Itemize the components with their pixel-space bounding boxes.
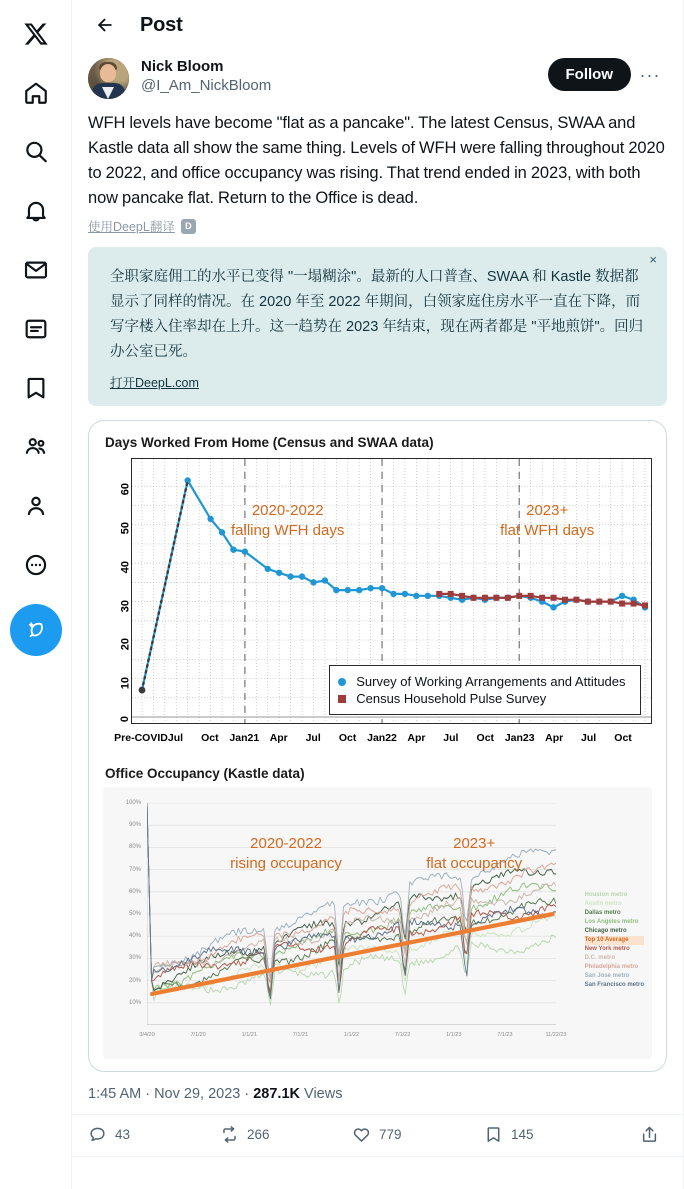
post-container [72, 50, 683, 1072]
sidebar-item-profile[interactable] [10, 480, 62, 532]
chart-kastle-legend-item: San Francisco metro [584, 982, 644, 988]
chart-kastle-xtick: 1/1/21 [241, 1032, 257, 1038]
x-logo-icon[interactable] [10, 8, 62, 60]
open-deepl-link[interactable]: 打开DeepL.com [110, 376, 199, 390]
chart-wfh-ytick: 30 [119, 599, 131, 612]
chart-kastle-legend-item: Los Angeles metro [584, 919, 639, 925]
sidebar-item-home[interactable] [10, 67, 62, 119]
chart-kastle-xtick: 1/1/23 [446, 1032, 462, 1038]
chart-kastle-plot-area [125, 800, 567, 1038]
chart-wfh-xtick: Oct [614, 732, 632, 744]
like-count: 779 [379, 1127, 402, 1142]
legend-label-census: Census Household Pulse Survey [356, 691, 547, 706]
chart-kastle-xtick: 3/4/20 [139, 1032, 155, 1038]
sidebar-item-explore[interactable] [10, 126, 62, 178]
chart-kastle-legend-item: D.C. metro [584, 955, 615, 961]
translate-row [88, 217, 667, 235]
chart-wfh-plot-area [131, 458, 652, 724]
bookmark-button[interactable] [484, 1125, 616, 1144]
sidebar-item-communities[interactable] [10, 421, 62, 473]
follow-button[interactable]: Follow [548, 58, 632, 91]
chart-kastle-ytick: 20% [128, 977, 141, 984]
reply-button[interactable] [88, 1125, 220, 1144]
deepl-icon: D [181, 219, 196, 234]
post-media-card[interactable] [88, 420, 667, 1072]
chart-wfh-xtick: Apr [545, 732, 564, 744]
chart-kastle-ytick: 100% [125, 800, 141, 806]
chart-wfh-xtick: Jul [305, 732, 321, 744]
left-sidebar [0, 0, 72, 1189]
legend-item-swaa [338, 674, 631, 689]
chart-kastle-annotation-2: 2023+ flat occupancy [426, 835, 523, 873]
like-button[interactable] [352, 1125, 484, 1144]
chart-kastle-xtick: 11/22/23 [545, 1032, 567, 1038]
repost-icon [220, 1125, 239, 1144]
legend-item-census [338, 691, 631, 706]
legend-marker-square-icon [338, 695, 346, 703]
deepl-translation-card [88, 247, 667, 406]
chart-kastle-xtick: 1/1/22 [343, 1032, 360, 1038]
chart-kastle-ytick: 50% [128, 911, 141, 917]
chart-kastle-annotation-1: 2020-2022 rising occupancy [230, 835, 342, 873]
heart-icon [352, 1125, 371, 1144]
share-icon [640, 1125, 659, 1144]
chart-kastle-xtick: 7/1/20 [190, 1032, 206, 1038]
share-button[interactable] [640, 1125, 667, 1144]
chart-wfh-ytick: 40 [119, 560, 131, 574]
chart-wfh-xtick: Apr [407, 732, 426, 744]
chart-kastle-legend-item: Dallas metro [584, 910, 621, 916]
chart-title-kastle: Office Occupancy (Kastle data) [105, 766, 305, 781]
chart-kastle-ytick: 70% [128, 866, 141, 873]
bookmark-count: 145 [511, 1127, 534, 1142]
author-handle[interactable]: @I_Am_NickBloom [141, 76, 272, 94]
chart-wfh-xtick: Jul [443, 732, 459, 744]
compose-post-button[interactable] [10, 604, 62, 656]
post-more-options-icon[interactable]: ··· [639, 64, 661, 85]
translate-link[interactable]: 使用DeepL翻译 [88, 220, 175, 234]
chart-kastle-legend-item: Top 10 Average [585, 936, 644, 945]
chart-wfh-ytick: 20 [119, 638, 131, 651]
chart-kastle-legend-item: Chicago metro [584, 928, 627, 934]
close-icon[interactable]: × [649, 252, 657, 267]
chart-wfh-xtick: Pre-COVID [114, 732, 168, 744]
chart-kastle [103, 787, 652, 1059]
chart-wfh-wrapper [101, 456, 654, 756]
chart-kastle-ytick: 40% [128, 933, 141, 940]
author-display-name[interactable]: Nick Bloom [141, 58, 224, 75]
back-arrow-icon[interactable] [88, 8, 122, 42]
chart-wfh-xtick: Jan21 [229, 732, 260, 744]
chart-wfh-xtick: Jan22 [367, 732, 397, 744]
chart-kastle-xtick: 7/1/21 [292, 1032, 309, 1038]
chart-kastle-legend-item: Houston metro [584, 892, 628, 898]
legend-marker-circle-icon [338, 678, 346, 686]
chart-title-wfh: Days Worked From Home (Census and SWAA data) [105, 435, 434, 450]
post-timestamp: 1:45 AM · Nov 29, 2023 · [88, 1086, 254, 1102]
chart-kastle-legend [585, 891, 644, 990]
chart-kastle-ytick: 30% [128, 955, 141, 962]
chart-kastle-legend-item: Austin metro [584, 901, 622, 907]
chart-kastle-xtick: 7/1/23 [497, 1032, 513, 1038]
chart-wfh-xtick: Oct [476, 732, 495, 744]
chart-wfh-ytick: 50 [119, 522, 131, 535]
chart-wfh-ytick: 60 [119, 483, 131, 496]
deepl-translation-text: 全职家庭佣工的水平已变得 "一塌糊涂"。最新的人口普查、SWAA 和 Kastle 数据都显示了同样的情况。在 2020 年至 2022 年期间，白领家庭住房水平一直在下降，而写字楼入住率却在上升。这一趋势在 2023 年结束，现在两者都是 "平地煎饼"。回归办公室已死。 [110, 269, 644, 360]
chart-kastle-legend-item: San Jose metro [584, 973, 630, 979]
figure-wfh-days [89, 421, 666, 762]
comment-icon [88, 1125, 107, 1144]
chart-wfh-annotation-1: 2020-2022 falling WFH days [231, 502, 345, 540]
chart-wfh-xtick: Jul [581, 732, 597, 744]
chart-wfh-xtick: Jan23 [504, 732, 535, 744]
chart-kastle-legend-item: Philadelphia metro [584, 964, 639, 970]
chart-wfh-xtick: Apr [269, 732, 288, 744]
chart-wfh-xtick: Oct [338, 732, 357, 744]
figure-office-occupancy [89, 762, 666, 1071]
sidebar-item-grok[interactable] [10, 303, 62, 355]
author-names [141, 58, 540, 96]
post-actions [72, 1115, 683, 1157]
sidebar-item-messages[interactable] [10, 244, 62, 296]
chart-kastle-legend-item: New York metro [584, 946, 630, 952]
post-text: WFH levels have become "flat as a pancake". The latest Census, SWAA and Kastle data all show the same thing. Levels of WFH were falling throughout 2020 to 2022, and office occupancy was rising. That trend ended in 2023, with both now pancake flat. Return to the Office is dead. [88, 114, 665, 207]
chart-wfh-y-axis [101, 456, 131, 724]
chart-wfh-annotation-2: 2023+ flat WFH days [500, 502, 595, 540]
views-count: 287.1K [253, 1086, 300, 1102]
sidebar-item-bookmarks[interactable] [10, 362, 62, 414]
chart-wfh-xtick: Oct [201, 732, 219, 744]
legend-label-swaa: Survey of Working Arrangements and Attitudes [356, 674, 626, 689]
chart-kastle-ytick: 10% [128, 999, 141, 1006]
views-label: Views [300, 1086, 343, 1102]
chart-wfh [101, 456, 654, 756]
chart-wfh-legend [329, 665, 640, 715]
chart-kastle-xtick: 7/1/22 [394, 1032, 411, 1038]
avatar[interactable] [88, 58, 129, 99]
chart-wfh-ytick: 10 [119, 677, 131, 690]
bookmark-icon [484, 1125, 503, 1144]
sidebar-item-more[interactable] [10, 539, 62, 591]
post-header [88, 50, 667, 99]
chart-wfh-xtick: Jul [167, 732, 184, 744]
chart-kastle-ytick: 80% [128, 844, 141, 851]
chart-wfh-ytick: 0 [119, 715, 131, 723]
repost-button[interactable] [220, 1125, 352, 1144]
chart-kastle-ytick: 60% [128, 888, 141, 895]
post-metadata [72, 1072, 683, 1115]
page-title: Post [140, 13, 183, 36]
main-column [72, 0, 684, 1189]
reply-count: 43 [115, 1127, 131, 1142]
chart-wfh-x-axis [114, 728, 652, 752]
chart-kastle-ytick: 90% [128, 822, 141, 829]
repost-count: 266 [247, 1127, 270, 1142]
sidebar-item-notifications[interactable] [10, 185, 62, 237]
top-bar [72, 0, 683, 50]
